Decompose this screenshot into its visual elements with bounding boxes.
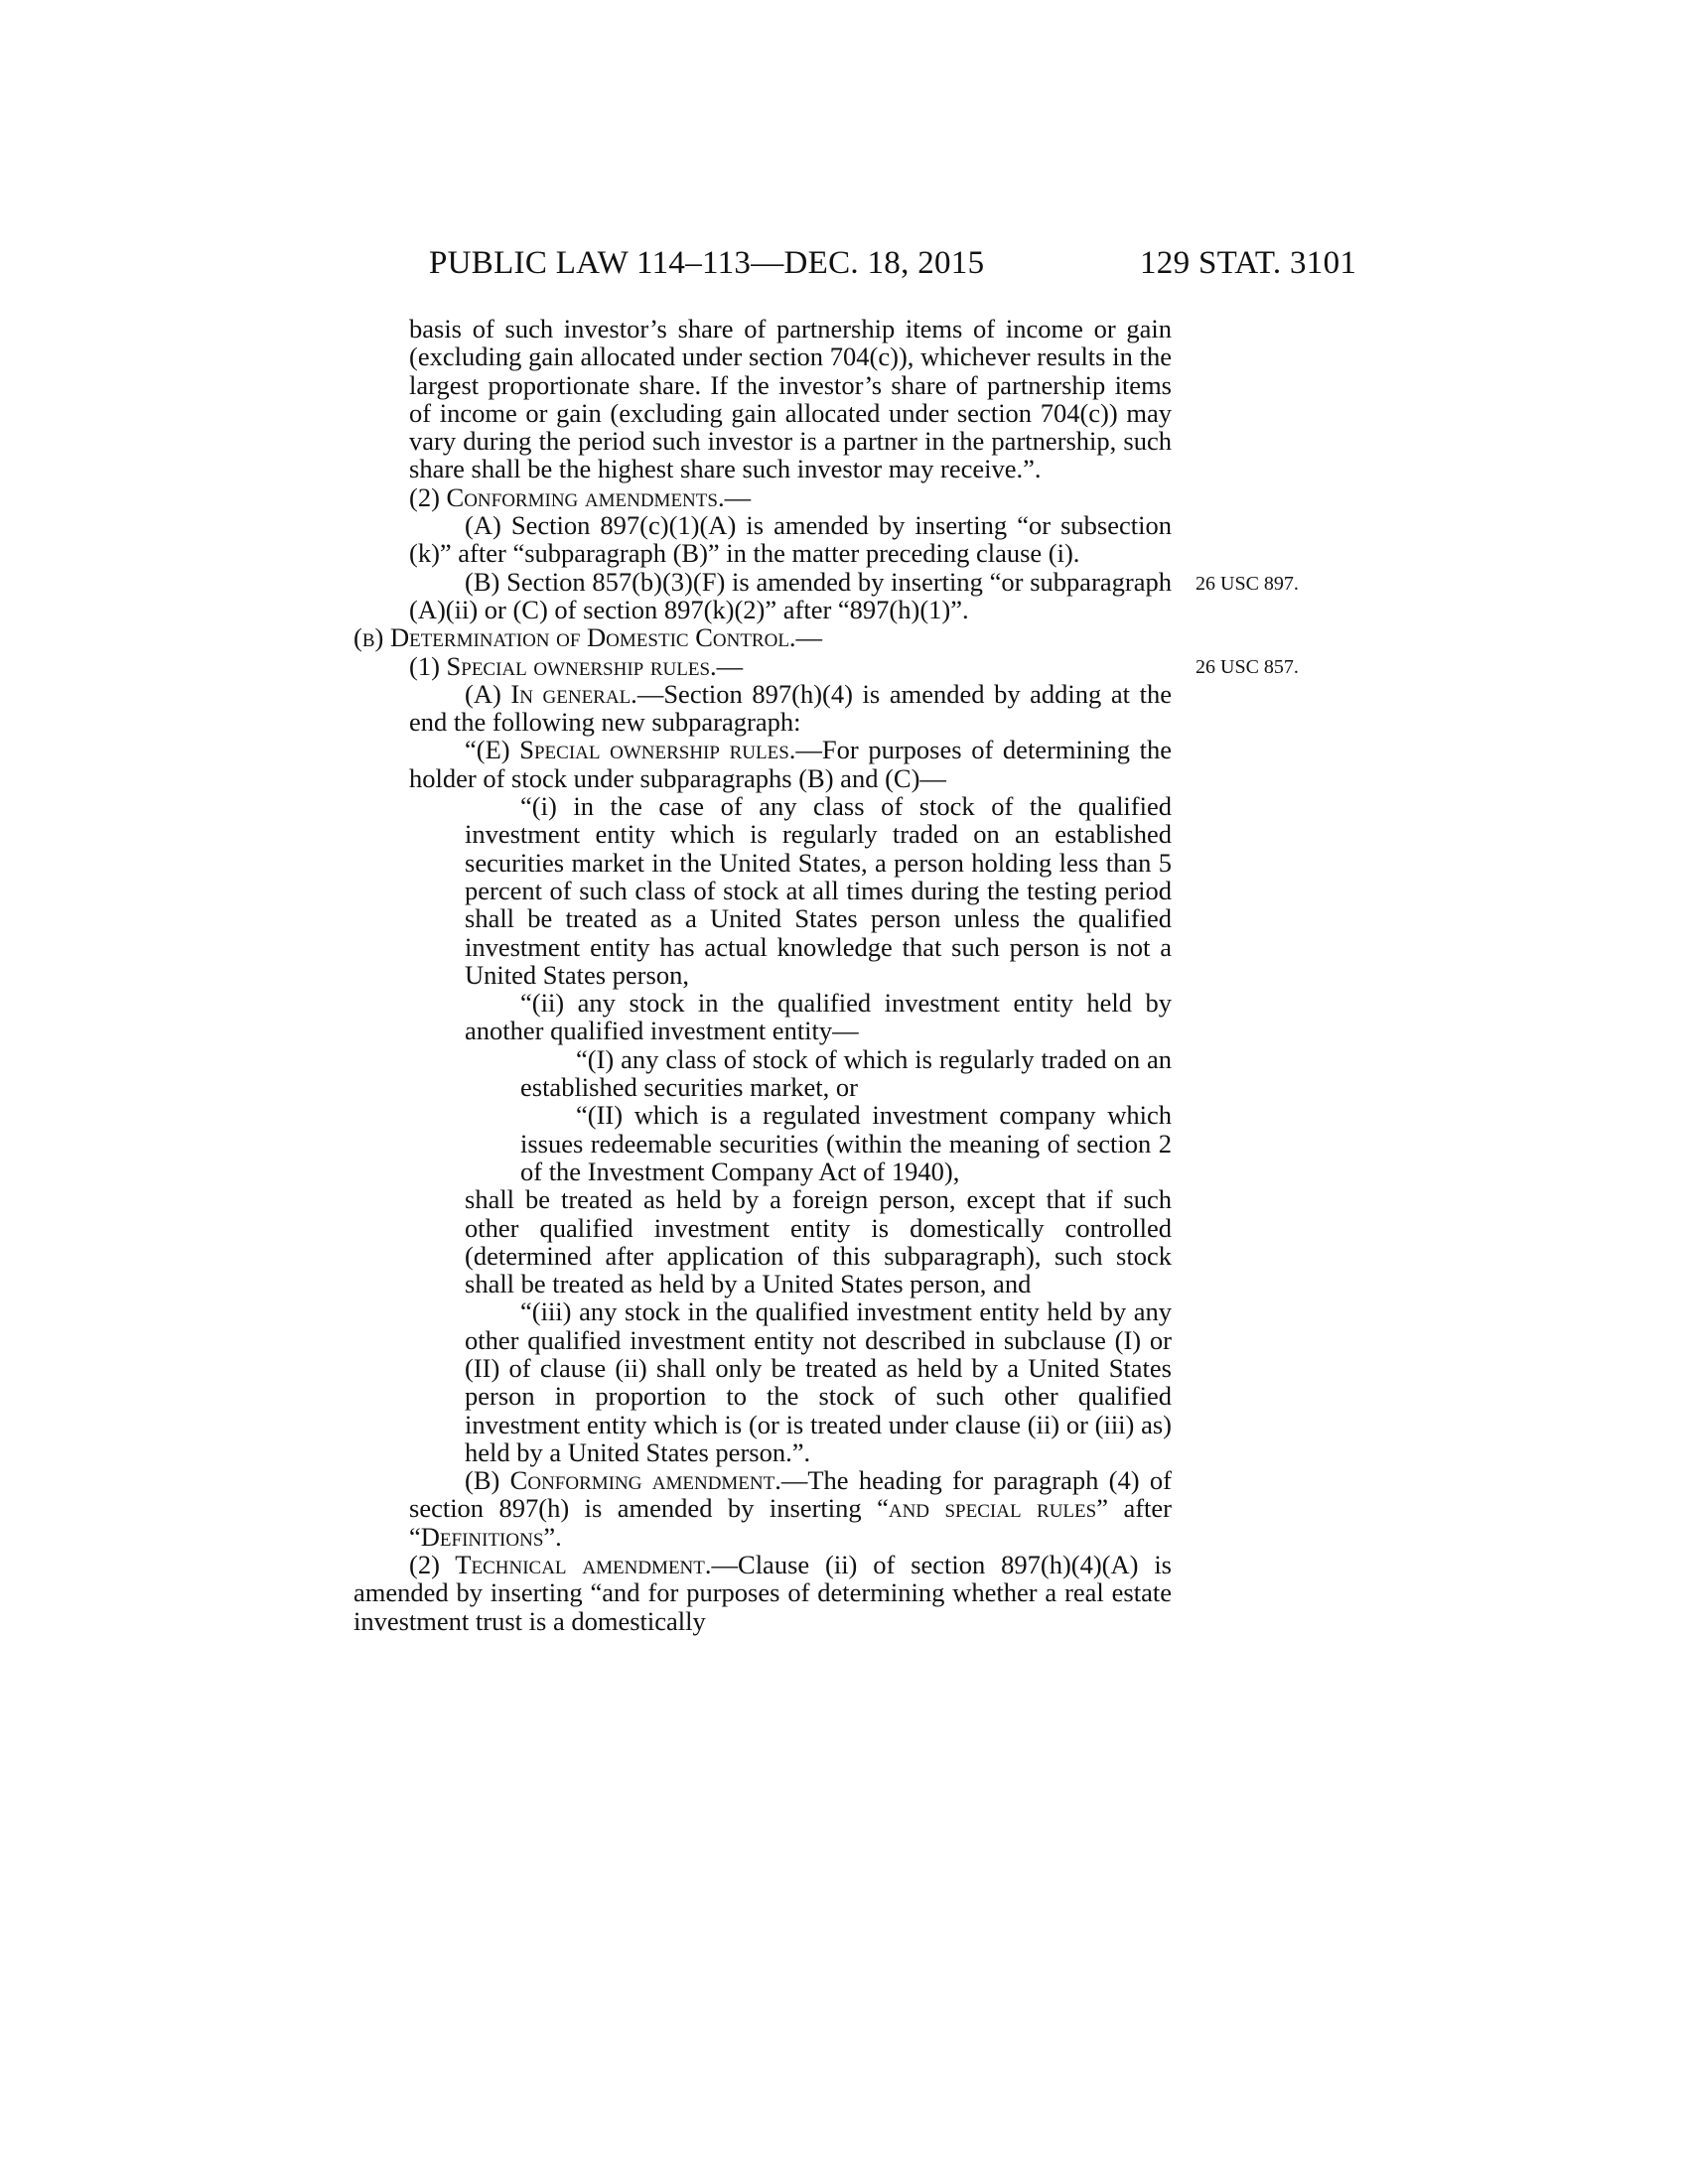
clause-i: “(i) in the case of any class of stock of the qualified investment entity which is regularly traded on an established securities market in the United States, a person holding less than 5 percent of such class of stock at all times during the testing period shall be treated as a United States person unless the qualified investment entity has actual knowledge that such person is not a United States person, [465, 791, 1172, 990]
running-head-title: PUBLIC LAW 114–113—DEC. 18, 2015 [429, 245, 985, 281]
clause-iii: “(iii) any stock in the qualified investment entity held by any other qualified investment entity not described in subclause (I) or (II) of clause (ii) shall only be treated as held by a United States person in proportion to the stock of such other qualified investment entity which is (or is treated under clause (ii) or (iii) as) held by a United States person.”. [465, 1297, 1172, 1467]
subparagraph-text: ”. [543, 1521, 562, 1552]
paragraph-continuation: basis of such investor’s share of partnership items of income or gain (excluding gain allocated under section 704(c)), whichever results in the largest proportionate share. If the investor’s share of partnership items of income or gain (excluding gain allocated under section 704(c)) may vary during the period such investor is a partner in the partnership, such share shall be the highest share such investor may receive.”. [409, 314, 1172, 484]
subparagraph-e-special-ownership [353, 736, 1172, 792]
subparagraph-text: —The heading for paragraph (4) of section 897(h) is amended by inserting “ [409, 1465, 1172, 1524]
heading-special-ownership-rules [353, 652, 1172, 680]
subparagraph-lead: (A) In general. [465, 678, 637, 709]
subparagraph-a-in-general [353, 680, 1172, 737]
subparagraph-a-897: (A) Section 897(c)(1)(A) is amended by inserting “or subsection (k)” after “subparagraph (B)” in the matter preceding clause (i). [409, 510, 1172, 569]
margin-note-usc-897: 26 USC 897. [1196, 573, 1299, 595]
paragraph-lead: (2) Technical amendment. [409, 1550, 712, 1580]
subparagraph-text: —For purposes of determining the holder of stock under subparagraphs (B) and (C)— [409, 735, 1172, 793]
heading-text: (2) Conforming amendments.— [409, 481, 752, 512]
heading-determination-domestic-control [353, 623, 1172, 651]
subparagraph-text: —Section 897(h)(4) is amended by adding at the end the following new subparagraph: [409, 678, 1172, 738]
subparagraph-b-conforming-amendment [353, 1466, 1172, 1551]
heading-conforming-amendments [353, 483, 1172, 511]
statute-body [353, 315, 1172, 1635]
subclause-ii: “(II) which is a regulated investment company which issues redeemable securities (within the meaning of section 2 of the Investment Company Act of 1940), [520, 1100, 1172, 1186]
subparagraph-b-857: (B) Section 857(b)(3)(F) is amended by inserting “or subparagraph (A)(ii) or (C) of section 897(k)(2)” after “897(h)(1)”. [409, 566, 1172, 624]
subparagraph-lead: “(E) Special ownership rules. [465, 735, 796, 765]
heading-text: (b) Determination of Domestic Control.— [353, 622, 823, 653]
margin-note-usc-857: 26 USC 857. [1196, 656, 1299, 678]
small-caps-text: Definitions [420, 1521, 544, 1552]
clause-ii-flush-text: shall be treated as held by a foreign person, except that if such other qualified investment entity is domestically controlled (determined after application of this subparagraph), such stock shall be treated as held by a United States person, and [465, 1184, 1172, 1299]
heading-text: (1) Special ownership rules.— [409, 650, 744, 681]
clause-ii: “(ii) any stock in the qualified investment entity held by another qualified investment entity— [465, 988, 1172, 1046]
paragraph-2-technical-amendment [353, 1551, 1172, 1635]
page-number-stat: 129 STAT. 3101 [1140, 245, 1357, 281]
small-caps-text: and special rules [888, 1493, 1097, 1524]
subparagraph-lead: (B) Conforming amendment. [465, 1465, 781, 1496]
subparagraph-text: ” after “ [409, 1493, 1172, 1552]
paragraph-text: —Clause (ii) of section 897(h)(4)(A) is amended by inserting “and for purposes of determining whether a real estate investment trust is a domestically [353, 1550, 1172, 1636]
subclause-i: “(I) any class of stock of which is regularly traded on an established securities market, or [520, 1043, 1172, 1103]
